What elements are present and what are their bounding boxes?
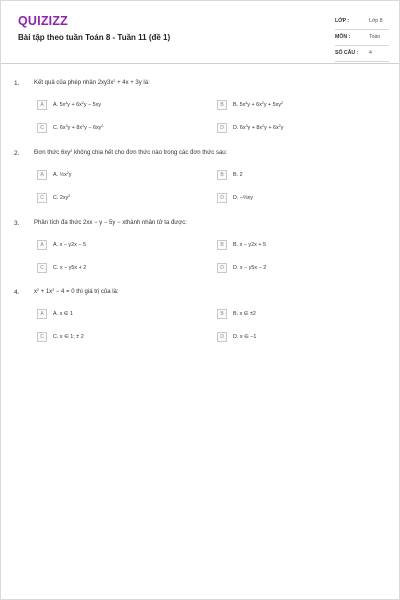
meta-value: 4 — [369, 50, 372, 56]
option-text: C. $6x^3y + 8x^2y - 6xy^2$ — [53, 124, 104, 131]
option-letter-box: A — [37, 100, 47, 110]
question-text: Đơn thức $6xy^2$ không chia hết cho đơn thức nào trong các đơn thức sau: — [34, 149, 228, 156]
option-text: B. x − y2x + 5 — [233, 242, 266, 248]
option-text: C. x ∈ 1; ± 2 — [53, 334, 84, 340]
option-letter-box: D — [217, 193, 227, 203]
option-letter-box: C — [37, 193, 47, 203]
question-number: 1. — [14, 80, 20, 87]
option-text: A. $\frac{1}{2}x^2y$ — [53, 171, 72, 178]
question-number: 4. — [14, 289, 20, 296]
question-text: Phân tích đa thức 2xx − y − 5y − xthành nhân tử ta được: — [34, 220, 187, 226]
question-number: 2. — [14, 150, 20, 157]
quizizz-logo: QUIZIZZ — [18, 14, 69, 28]
option-letter-box: B — [217, 240, 227, 250]
option-text: D. x ∈ −1 — [233, 334, 257, 340]
worksheet-header — [1, 1, 399, 64]
option-letter-box: D — [217, 123, 227, 133]
option-letter-box: A — [37, 309, 47, 319]
option-letter-box: A — [37, 240, 47, 250]
meta-value: Lớp 8 — [369, 18, 383, 24]
option-text: C. $2xy^2$ — [53, 194, 71, 201]
option-text: A. $5x^4y + 6x^2y - 5xy$ — [53, 101, 102, 108]
option-text: D. −⅔xy — [233, 195, 253, 201]
meta-info — [335, 14, 389, 62]
option-letter-box: D — [217, 332, 227, 342]
worksheet-title: Bài tập theo tuần Toán 8 - Tuần 11 (đề 1) — [18, 33, 171, 42]
option-letter-box: B — [217, 309, 227, 319]
option-text: C. x − y5x + 2 — [53, 265, 87, 271]
option-text: A. x ∈ 1 — [53, 311, 73, 317]
option-text: A. x − y2x − 5 — [53, 242, 86, 248]
option-letter-box: B — [217, 170, 227, 180]
option-text: B. 2 — [233, 172, 243, 178]
meta-row-subject — [335, 30, 389, 46]
option-text: D. $6x^3y + 8x^2y + 6x^2y$ — [233, 124, 284, 131]
option-letter-box: B — [217, 100, 227, 110]
meta-label: LỚP : — [335, 18, 350, 24]
option-letter-box: A — [37, 170, 47, 180]
question-number: 3. — [14, 220, 20, 227]
meta-label: SỐ CÂU : — [335, 50, 359, 56]
meta-label: MÔN : — [335, 34, 351, 40]
question-text: $x^2 + 1x^2 - 4 = 0$ thì giá trị của là: — [34, 288, 119, 295]
meta-value: Toán — [369, 34, 381, 40]
option-letter-box: C — [37, 263, 47, 273]
question-text: Kết quả của phép nhân $2xy3x^2 + 4x + 3y$ là: — [34, 79, 150, 86]
option-letter-box: C — [37, 123, 47, 133]
option-text: B. $5x^4y + 6x^2y + 5xy^2$ — [233, 101, 284, 108]
option-text: B. x ∈ ±2 — [233, 311, 256, 317]
option-text: D. x − y5x − 2 — [233, 265, 267, 271]
option-letter-box: C — [37, 332, 47, 342]
meta-row-class — [335, 14, 389, 30]
meta-row-count — [335, 46, 389, 62]
option-letter-box: D — [217, 263, 227, 273]
